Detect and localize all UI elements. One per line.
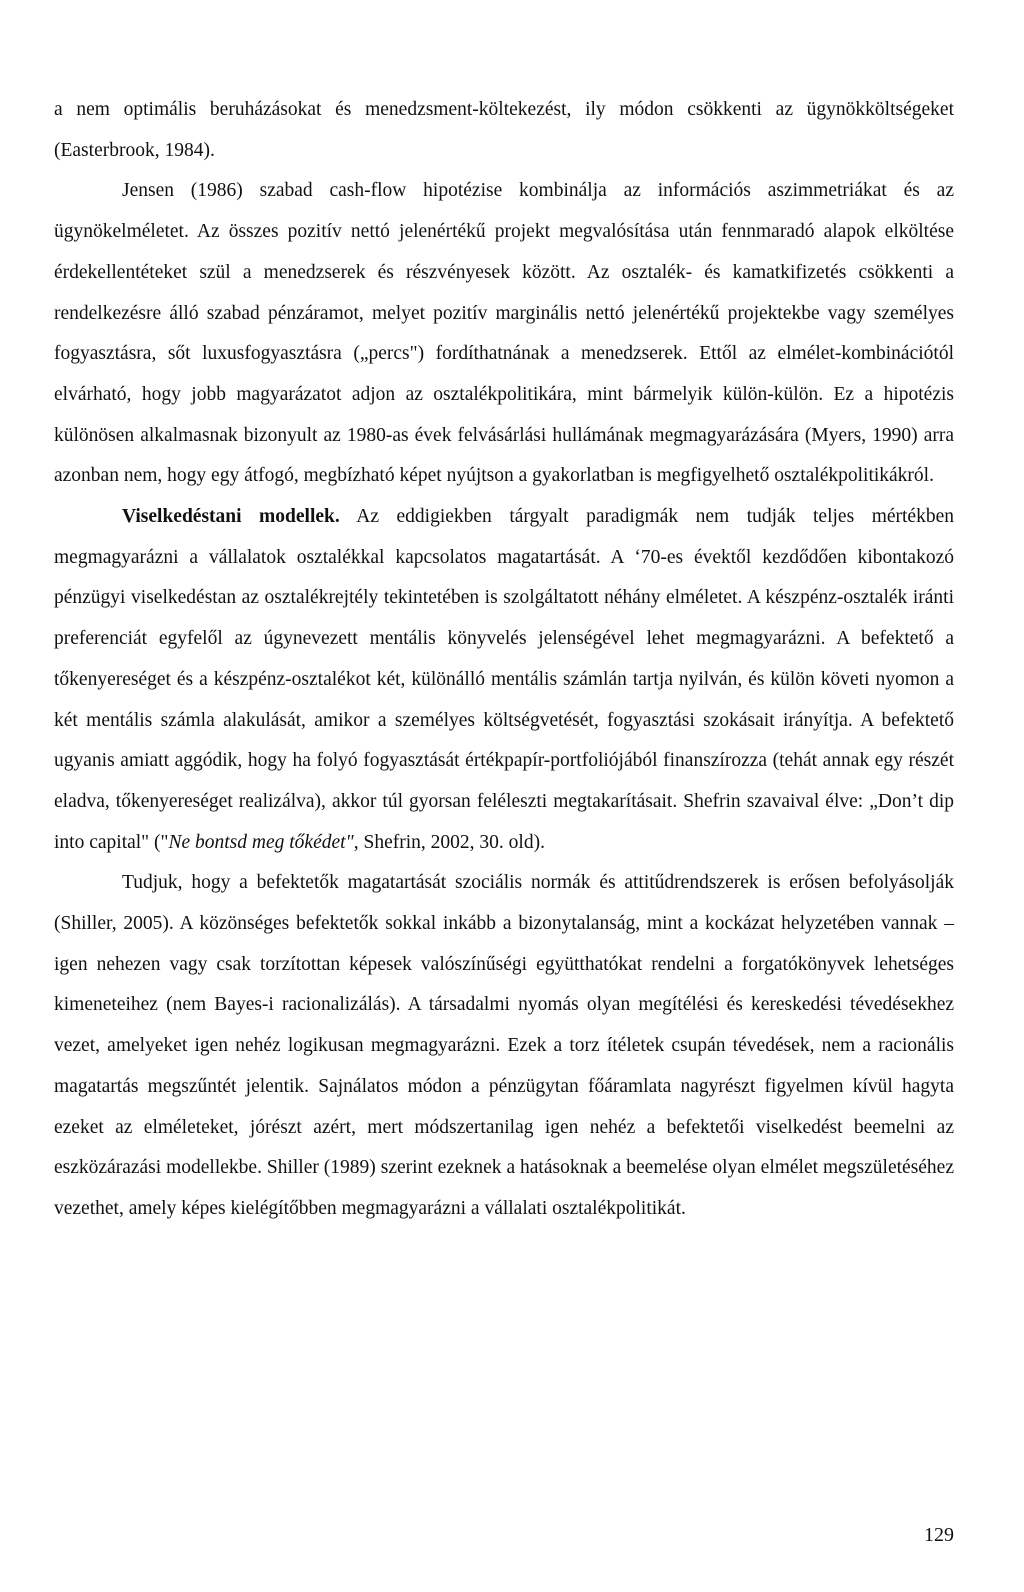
page-body	[54, 90, 954, 1230]
paragraph-3-text-b: , Shefrin, 2002, 30. old).	[353, 831, 545, 853]
section-heading: Viselkedéstani modellek.	[122, 506, 340, 528]
paragraph-3-italic: Ne bontsd meg tőkédet"	[168, 831, 354, 853]
paragraph-3-text-a: Az eddigiekben tárgyalt paradigmák nem tudják teljes mértékben megmagyarázni a vállalatok osztalékkal kapcsolatos magatartását. A ‘70-es évektől kezdődően kibontakozó pénzügyi viselkedéstan az osztalékrejtély tekintetében is szolgáltatott néhány elméletet. A készpénz-osztalék iránti preferenciát egyfelől az úgynevezett mentális könyvelés jelenségével lehet megmagyarázni. A befektető a tőkenyereséget és a készpénz-osztalékot két, különálló mentális számlán tartja nyilván, és külön követi nyomon a két mentális számla alakulását, amikor a személyes költségvetését, fogyasztási szokásait irányítja. A befektető ugyanis amiatt aggódik, hogy ha folyó fogyasztását értékpapír-portfoliójából finanszírozza (tehát annak egy részét eladva, tőkenyereséget realizálva), akkor túl gyorsan feléleszti megtakarításait. Shefrin szavaival élve: „Don’t dip into capital" ("	[54, 506, 954, 853]
paragraph-1: a nem optimális beruházásokat és menedzsment-költekezést, ily módon csökkenti az ügynökköltségeket (Easterbrook, 1984).	[54, 99, 954, 161]
paragraph-2: Jensen (1986) szabad cash-flow hipotézise kombinálja az információs aszimmetriákat és az ügynökelméletet. Az összes pozitív nettó jelenértékű projekt megvalósítása után fennmaradó alapok elköltése érdekellentéteket szül a menedzserek és részvényesek között. Az osztalék- és kamatkifizetés csökkenti a rendelkezésre álló szabad pénzáramot, melyet pozitív marginális nettó jelenértékű projektekbe vagy személyes fogyasztásra, sőt luxusfogyasztásra („percs") fordíthatnának a menedzserek. Ettől az elmélet-kombinációtól elvárható, hogy jobb magyarázatot adjon az osztalékpolitikára, mint bármelyik külön-külön. Ez a hipotézis különösen alkalmasnak bizonyult az 1980-as évek felvásárlási hullámának megmagyarázására (Myers, 1990) arra azonban nem, hogy egy átfogó, megbízható képet nyújtson a gyakorlatban is megfigyelhető osztalékpolitikákról.	[54, 180, 954, 487]
page-number: 129	[924, 1524, 954, 1546]
paragraph-4: Tudjuk, hogy a befektetők magatartását szociális normák és attitűdrendszerek is erősen befolyásolják (Shiller, 2005). A közönséges befektetők sokkal inkább a bizonytalanság, mint a kockázat helyzetében vannak – igen nehezen vagy csak torzítottan képesek valószínűségi együtthatókat rendelni a forgatókönyvek lehetséges kimeneteihez (nem Bayes-i racionalizálás). A társadalmi nyomás olyan megítélési és kereskedési tévedésekhez vezet, amelyeket igen nehéz logikusan megmagyarázni. Ezek a torz ítéletek csupán tévedések, nem a racionális magatartás megszűntét jelentik. Sajnálatos módon a pénzügytan főáramlata nagyrészt figyelmen kívül hagyta ezeket az elméleteket, jórészt azért, mert módszertanilag igen nehéz a befektetői viselkedést beemelni az eszközárazási modellekbe. Shiller (1989) szerint ezeknek a hatásoknak a beemelése olyan elmélet megszületéséhez vezethet, amely képes kielégítőbben megmagyarázni a vállalati osztalékpolitikát.	[54, 872, 954, 1219]
paragraph-3	[54, 497, 954, 863]
